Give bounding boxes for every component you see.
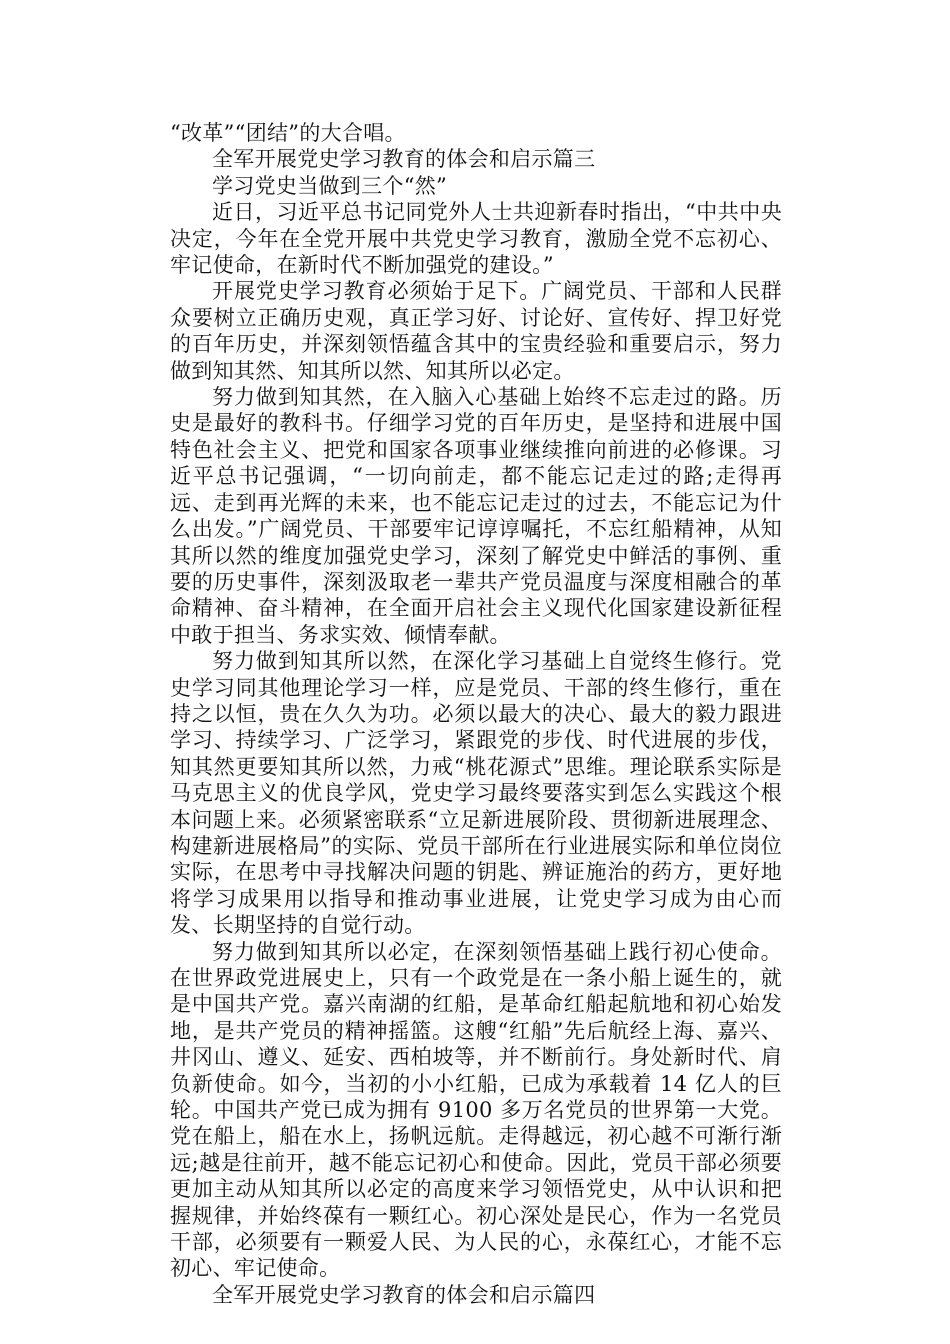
article-subtitle: 学习党史当做到三个“然” (212, 173, 448, 198)
section-title-part-four: 全军开展党史学习教育的体会和启示篇四 (212, 1282, 596, 1307)
paragraph-continuation: “改革”“团结”的大合唱。 (170, 121, 406, 145)
paragraph-know-what: 努力做到知其然，在入脑入心基础上始终不忘走过的路。历史是最好的教科书。仔细学习党的百年历史，是坚持和进展中国特色社会主义、把党和国家各项事业继续推向前进的必修课。习近平总书记强调，“一切向前走，都不能忘记走过的路;走得再远、走到再光辉的未来，也不能忘记走过的过去，不能忘记为什么出发。”广阔党员、干部要牢记谆谆嘱托，不忘红船精神，从知其所以然的维度加强党史学习，深刻了解党史中鲜活的事例、重要的历史事件，深刻汲取老一辈共产党员温度与深度相融合的革命精神、奋斗精神，在全面开启社会主义现代化国家建设新征程中敢于担当、务求实效、倾情奉献。 (170, 385, 782, 647)
paragraph-know-why: 努力做到知其所以然，在深化学习基础上自觉终生修行。党史学习同其他理论学习一样，应是党员、干部的终生修行，重在持之以恒，贵在久久为功。必须以最大的决心、最大的毅力跟进学习、持续学习、广泛学习，紧跟党的步伐、时代进展的步伐，知其然更要知其所以然，力戒“桃花源式”思维。理论联系实际是马克思主义的优良学风，党史学习最终要落实到怎么实践这个根本问题上来。必须紧密联系“立足新进展阶段、贯彻新进展理念、构建新进展格局”的实际、党员干部所在行业进展实际和单位岗位实际，在思考中寻找解决问题的钥匙、辨证施治的药方，更好地将学习成果用以指导和推动事业进展，让党史学习成为由心而发、长期坚持的自觉行动。 (170, 649, 782, 938)
section-title-part-three: 全军开展党史学习教育的体会和启示篇三 (212, 147, 596, 172)
paragraph-know-necessity: 努力做到知其所以必定，在深刻领悟基础上践行初心使命。在世界政党进展史上，只有一个政党是在一条小船上诞生的，就是中国共产党。嘉兴南湖的红船，是革命红船起航地和初心始发地，是共产党员的精神摇篮。这艘“红船”先后航经上海、嘉兴、井冈山、遵义、延安、西柏坡等，并不断前行。身处新时代、肩负新使命。如今，当初的小小红船，已成为承载着 14 亿人的巨轮。中国共产党已成为拥有 9100 多万名党员的世界第一大党。党在船上，船在水上，扬帆远航。走得越远，初心越不可渐行渐远;越是往前开，越不能忘记初心和使命。因此，党员干部必须要更加主动从知其所以必定的高度来学习领悟党史，从中认识和把握规律，并始终葆有一颗红心。初心深处是民心，作为一名党员干部，必须要有一颗爱人民、为人民的心，永葆红心，才能不忘初心、牢记使命。 (170, 939, 782, 1281)
paragraph-intro-quote: 近日，习近平总书记同党外人士共迎新春时指出，“中共中央决定，今年在全党开展中共党史学习教育，激励全党不忘初心、牢记使命，在新时代不断加强党的建设。” (170, 200, 782, 278)
paragraph-starting-point: 开展党史学习教育必须始于足下。广阔党员、干部和人民群众要树立正确历史观，真正学习好、讨论好、宣传好、捍卫好党的百年历史，并深刻领悟蕴含其中的宝贵经验和重要启示，努力做到知其然、知其所以然、知其所以必定。 (170, 279, 782, 383)
document-body (170, 120, 782, 1308)
